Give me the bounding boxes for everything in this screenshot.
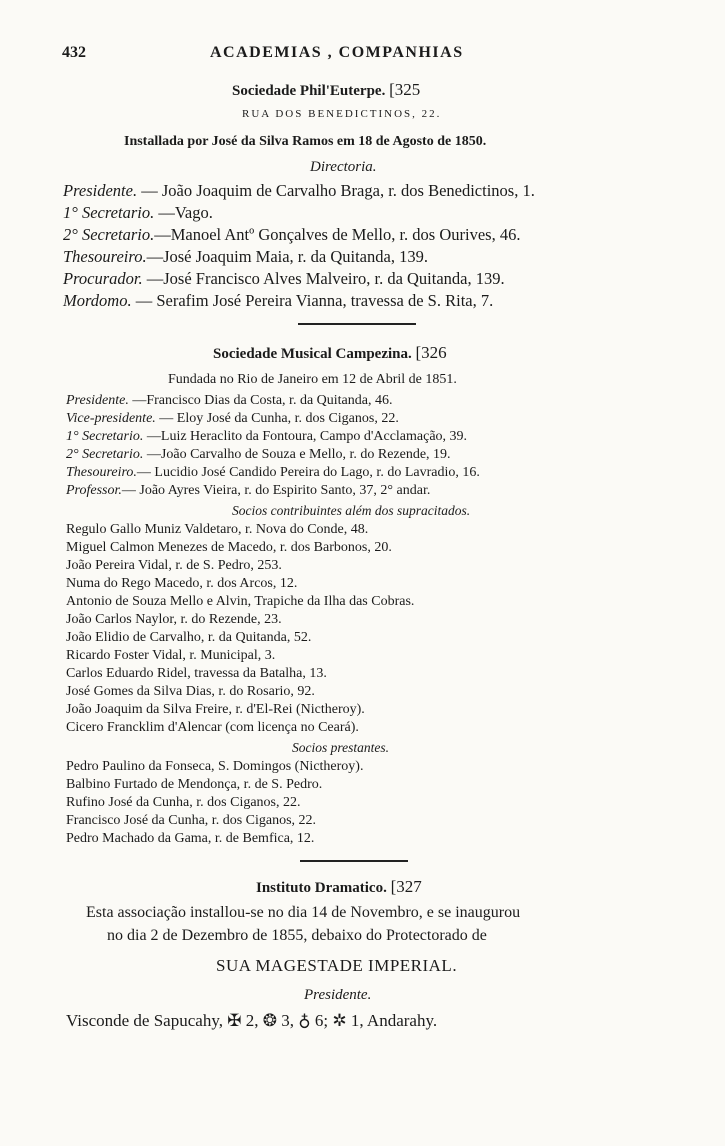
contributor-item: João Carlos Naylor, r. do Rezende, 23. — [66, 612, 282, 627]
prestante-item: Balbino Furtado de Mendonça, r. de S. Pedro. — [66, 777, 323, 792]
s326-member-row — [66, 411, 399, 427]
member-text: —Francisco Dias da Costa, r. da Quitanda, 46. — [128, 393, 393, 408]
s325-address: RUA DOS BENEDICTINOS, 22. — [242, 108, 442, 120]
s325-member-row — [63, 181, 535, 201]
prestante-item: Francisco José da Cunha, r. dos Ciganos, 22. — [66, 813, 317, 828]
s326-title-line — [213, 343, 447, 363]
s327-president: Visconde de Sapucahy, ✠ 2, ❂ 3, ♁ 6; ✲ 1, Andarahy. — [66, 1011, 438, 1030]
s326-prest-heading: Socios prestantes. — [292, 740, 389, 755]
s325-member-row — [63, 291, 493, 311]
running-header: ACADEMIAS , COMPANHIAS — [210, 44, 464, 61]
s327-number: [327 — [390, 877, 422, 896]
member-role: Mordomo. — [63, 291, 132, 310]
s326-member-row — [66, 429, 467, 445]
contributor-item: Miguel Calmon Menezes de Macedo, r. dos Barbonos, 20. — [66, 540, 392, 555]
s325-member-row — [63, 225, 520, 245]
s327-majesty: SUA MAGESTADE IMPERIAL. — [216, 956, 458, 975]
s326-member-row — [66, 447, 451, 463]
member-text: — Serafim José Pereira Vianna, travessa de S. Rita, 7. — [131, 291, 494, 310]
s325-member-row — [63, 247, 428, 267]
member-role: 1° Secretario. — [66, 429, 144, 444]
s325-member-row — [63, 203, 213, 223]
member-text: —Vago. — [154, 203, 213, 222]
contributor-item: Carlos Eduardo Ridel, travessa da Batalha, 13. — [66, 666, 327, 681]
s327-body-line-2: no dia 2 de Dezembro de 1855, debaixo do Protectorado de — [107, 927, 487, 944]
contributor-item: João Elidio de Carvalho, r. da Quitanda, 52. — [66, 630, 312, 645]
contributor-item: Numa do Rego Macedo, r. dos Arcos, 12. — [66, 576, 298, 591]
section-divider — [298, 323, 416, 325]
s325-title-line — [232, 80, 420, 100]
member-role: Presidente. — [63, 181, 138, 200]
member-role: Professor. — [66, 483, 122, 498]
page-number: 432 — [62, 44, 86, 61]
contributor-item: Ricardo Foster Vidal, r. Municipal, 3. — [66, 648, 276, 663]
member-role: Thesoureiro. — [63, 247, 147, 266]
s326-member-row — [66, 483, 430, 499]
prestante-item: Pedro Machado da Gama, r. de Bemfica, 12. — [66, 831, 315, 846]
member-text: — João Joaquim de Carvalho Braga, r. dos Benedictinos, 1. — [137, 181, 535, 200]
s326-founded: Fundada no Rio de Janeiro em 12 de Abril de 1851. — [168, 372, 457, 387]
member-role: Procurador. — [63, 269, 143, 288]
member-text: —João Carvalho de Souza e Mello, r. do Rezende, 19. — [143, 447, 451, 462]
s325-directoria-heading: Directoria. — [310, 159, 377, 175]
s326-member-row — [66, 393, 392, 409]
member-role: Thesoureiro. — [66, 465, 137, 480]
s325-installed: Installada por José da Silva Ramos em 18 de Agosto de 1850. — [124, 134, 487, 149]
member-role: 2° Secretario. — [66, 447, 144, 462]
s326-member-row — [66, 465, 480, 481]
member-text: —José Joaquim Maia, r. da Quitanda, 139. — [146, 247, 428, 266]
prestante-item: Rufino José da Cunha, r. dos Ciganos, 22. — [66, 795, 301, 810]
member-text: — Eloy José da Cunha, r. dos Ciganos, 22. — [155, 411, 399, 426]
s326-contrib-heading: Socios contribuintes além dos supracitados. — [232, 503, 471, 518]
s325-title: Sociedade Phil'Euterpe. — [232, 83, 386, 99]
member-role: Presidente. — [66, 393, 129, 408]
contributor-item: João Pereira Vidal, r. de S. Pedro, 253. — [66, 558, 282, 573]
contributor-item: Cicero Francklim d'Alencar (com licença no Ceará). — [66, 720, 359, 735]
s326-number: [326 — [415, 343, 447, 362]
contributor-item: João Joaquim da Silva Freire, r. d'El-Rei (Nictheroy). — [66, 702, 365, 717]
s327-title: Instituto Dramatico. — [256, 880, 387, 896]
member-text: — João Ayres Vieira, r. do Espirito Santo, 37, 2° andar. — [121, 483, 431, 498]
s325-member-row — [63, 269, 505, 289]
s325-number: [325 — [389, 80, 421, 99]
contributor-item: Regulo Gallo Muniz Valdetaro, r. Nova do Conde, 48. — [66, 522, 369, 537]
s327-presidente-heading: Presidente. — [304, 987, 372, 1003]
prestante-item: Pedro Paulino da Fonseca, S. Domingos (Nictheroy). — [66, 759, 364, 774]
s327-body-line-1: Esta associação installou-se no dia 14 de Novembro, e se inaugurou — [86, 904, 521, 921]
member-text: — Lucidio José Candido Pereira do Lago, r. do Lavradio, 16. — [136, 465, 480, 480]
member-role: 1° Secretario. — [63, 203, 155, 222]
member-text: —Manoel Antº Gonçalves de Mello, r. dos Ourives, 46. — [154, 225, 521, 244]
member-text: —José Francisco Alves Malveiro, r. da Quitanda, 139. — [142, 269, 505, 288]
member-text: —Luiz Heraclito da Fontoura, Campo d'Acclamação, 39. — [143, 429, 468, 444]
member-role: 2° Secretario. — [63, 225, 155, 244]
s326-title: Sociedade Musical Campezina. — [213, 346, 412, 362]
s327-title-line — [256, 877, 422, 897]
contributor-item: Antonio de Souza Mello e Alvin, Trapiche da Ilha das Cobras. — [66, 594, 415, 609]
contributor-item: José Gomes da Silva Dias, r. do Rosario, 92. — [66, 684, 315, 699]
section-divider — [300, 860, 408, 862]
member-role: Vice-presidente. — [66, 411, 156, 426]
